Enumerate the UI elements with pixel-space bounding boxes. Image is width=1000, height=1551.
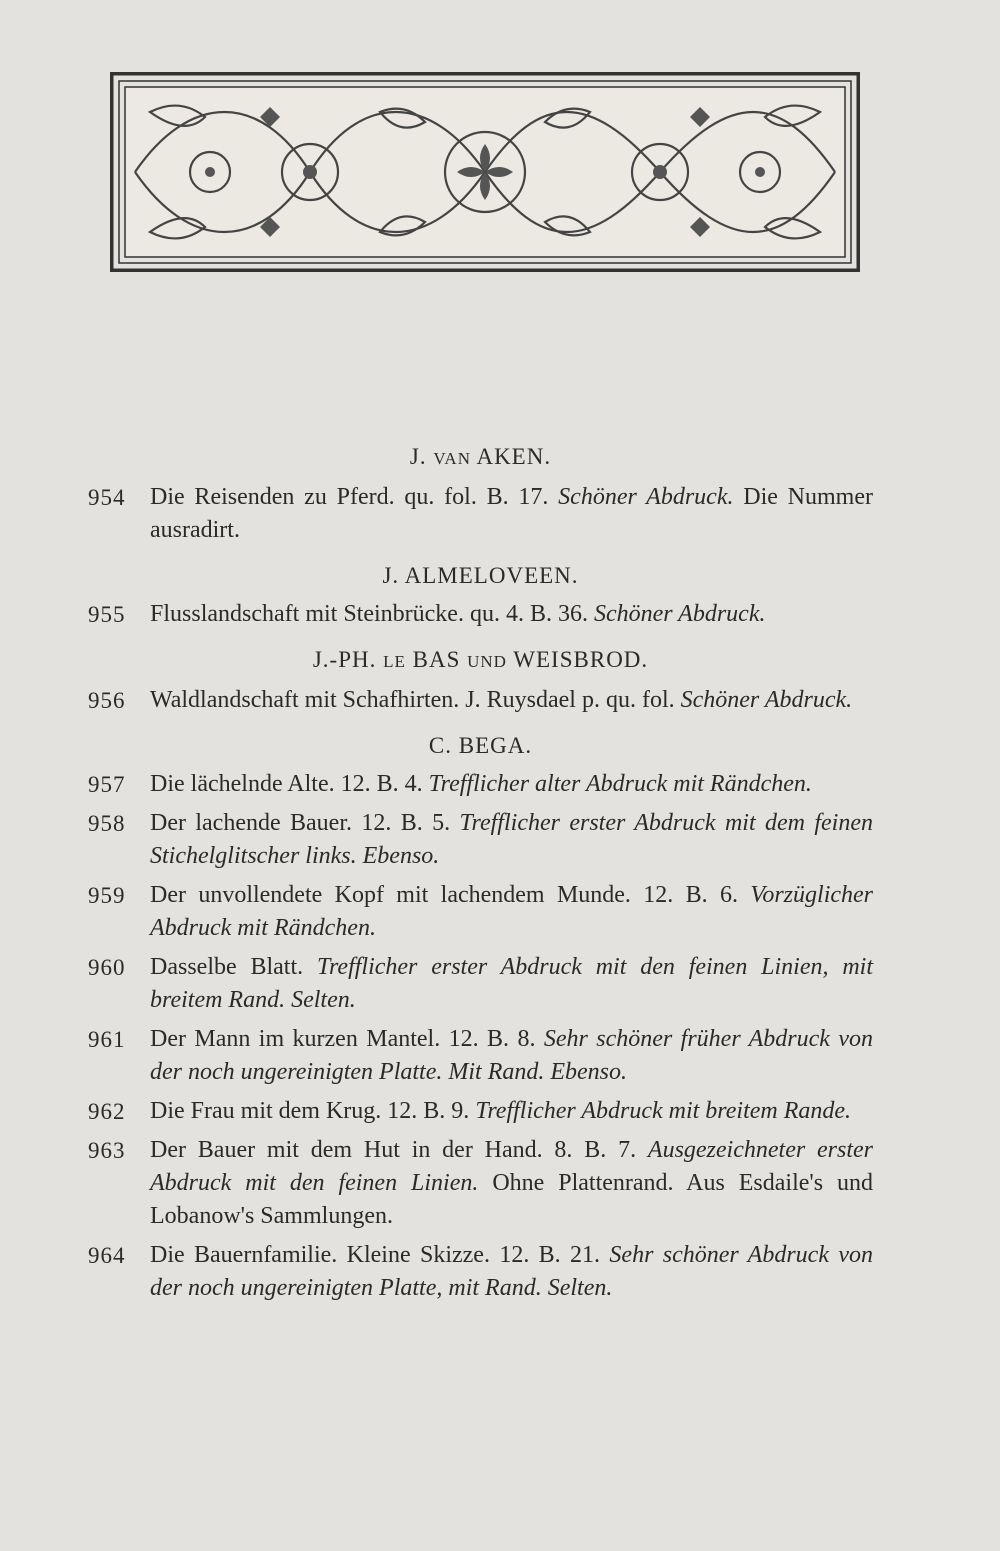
entry-note: Trefflicher Abdruck mit breitem Rande. bbox=[475, 1098, 852, 1124]
artist-particle: LE bbox=[383, 652, 406, 671]
entry-number: 956 bbox=[88, 688, 126, 713]
catalogue-entry bbox=[88, 1239, 873, 1305]
artist-heading bbox=[88, 643, 873, 678]
artist-initial: J. bbox=[409, 444, 434, 469]
entry-number: 955 bbox=[88, 602, 126, 627]
entry-number: 964 bbox=[88, 1243, 126, 1268]
artist-heading bbox=[88, 559, 873, 592]
entry-note: Trefflicher erster Abdruck mit dem feinen Stichelglitscher links. Ebenso. bbox=[150, 810, 873, 869]
artist-initial: C. bbox=[428, 733, 459, 758]
catalogue-entry bbox=[88, 951, 873, 1017]
catalogue-entry bbox=[88, 1134, 873, 1233]
catalogue-entry bbox=[88, 598, 873, 631]
entry-note: Trefflicher erster Abdruck mit den feinen Linien, mit breitem Rand. Selten. bbox=[150, 954, 873, 1013]
catalogue-entry bbox=[88, 481, 873, 547]
entry-number: 959 bbox=[88, 883, 126, 908]
ornamental-headpiece bbox=[110, 72, 860, 272]
entry-note: Sehr schöner früher Abdruck von der noch ungereinigten Platte. Mit Rand. Ebenso. bbox=[150, 1026, 874, 1085]
catalogue-entry bbox=[88, 807, 873, 873]
entry-text: Waldlandschaft mit Schafhirten. J. Ruysdael p. qu. fol. bbox=[150, 687, 675, 713]
entry-extra: Die Nummer ausradirt. bbox=[150, 484, 873, 543]
artist-name: WEISBROD. bbox=[506, 647, 649, 672]
entry-text: Der Mann im kurzen Mantel. 12. B. 8. bbox=[150, 1026, 536, 1052]
artist-particle: VAN bbox=[433, 449, 471, 468]
entry-note: Sehr schöner Abdruck von der noch ungereinigten Platte, mit Rand. Selten. bbox=[150, 1242, 874, 1301]
entry-number: 958 bbox=[88, 811, 126, 836]
entry-number: 961 bbox=[88, 1027, 126, 1052]
artist-name: BEGA. bbox=[458, 733, 533, 758]
entry-number: 954 bbox=[88, 485, 126, 510]
artist-heading bbox=[88, 729, 873, 762]
entry-text: Flusslandschaft mit Steinbrücke. qu. 4. B. 36. bbox=[150, 601, 588, 627]
entry-note: Schöner Abdruck. bbox=[558, 484, 734, 510]
entry-note: Schöner Abdruck. bbox=[680, 687, 853, 713]
entry-extra: Ohne Plattenrand. Aus Esdaile's und Lobanow's Sammlungen. bbox=[150, 1170, 874, 1229]
entry-note: Ausgezeichneter erster Abdruck mit den feinen Linien. bbox=[150, 1137, 873, 1196]
artist-initial: J.-PH. bbox=[312, 647, 384, 672]
artist-initial: J. bbox=[382, 563, 405, 588]
entry-text: Die Frau mit dem Krug. 12. B. 9. bbox=[150, 1098, 470, 1124]
entry-text: Der unvollendete Kopf mit lachendem Munde. 12. B. 6. bbox=[150, 882, 738, 908]
entry-text: Der lachende Bauer. 12. B. 5. bbox=[150, 810, 451, 836]
entry-number: 957 bbox=[88, 772, 126, 797]
catalogue-entry bbox=[88, 768, 873, 801]
catalogue-entry bbox=[88, 1023, 873, 1089]
catalogue-entry bbox=[88, 1095, 873, 1128]
entry-text: Die Reisenden zu Pferd. qu. fol. B. 17. bbox=[150, 484, 549, 510]
entry-number: 963 bbox=[88, 1138, 126, 1163]
artist-heading bbox=[88, 440, 873, 475]
artist-name: BAS bbox=[405, 647, 468, 672]
entry-note: Vorzüglicher Abdruck mit Rändchen. bbox=[150, 882, 874, 941]
artist-name: AKEN. bbox=[470, 444, 552, 469]
entry-text: Die lächelnde Alte. 12. B. 4. bbox=[150, 771, 423, 797]
artist-name: ALMELOVEEN. bbox=[404, 563, 579, 588]
entry-note: Trefflicher alter Abdruck mit Rändchen. bbox=[428, 771, 812, 797]
headpiece-ornament-icon bbox=[110, 72, 860, 272]
entry-text: Der Bauer mit dem Hut in der Hand. 8. B. 7. bbox=[150, 1137, 637, 1163]
catalogue-listing bbox=[88, 440, 873, 1311]
artist-particle: UND bbox=[467, 652, 507, 671]
entry-note: Schöner Abdruck. bbox=[593, 601, 766, 627]
entry-text: Die Bauernfamilie. Kleine Skizze. 12. B. 21. bbox=[150, 1242, 601, 1268]
entry-number: 960 bbox=[88, 955, 126, 980]
catalogue-entry bbox=[88, 684, 873, 717]
entry-number: 962 bbox=[88, 1099, 126, 1124]
catalogue-entry bbox=[88, 879, 873, 945]
entry-text: Dasselbe Blatt. bbox=[150, 954, 304, 980]
